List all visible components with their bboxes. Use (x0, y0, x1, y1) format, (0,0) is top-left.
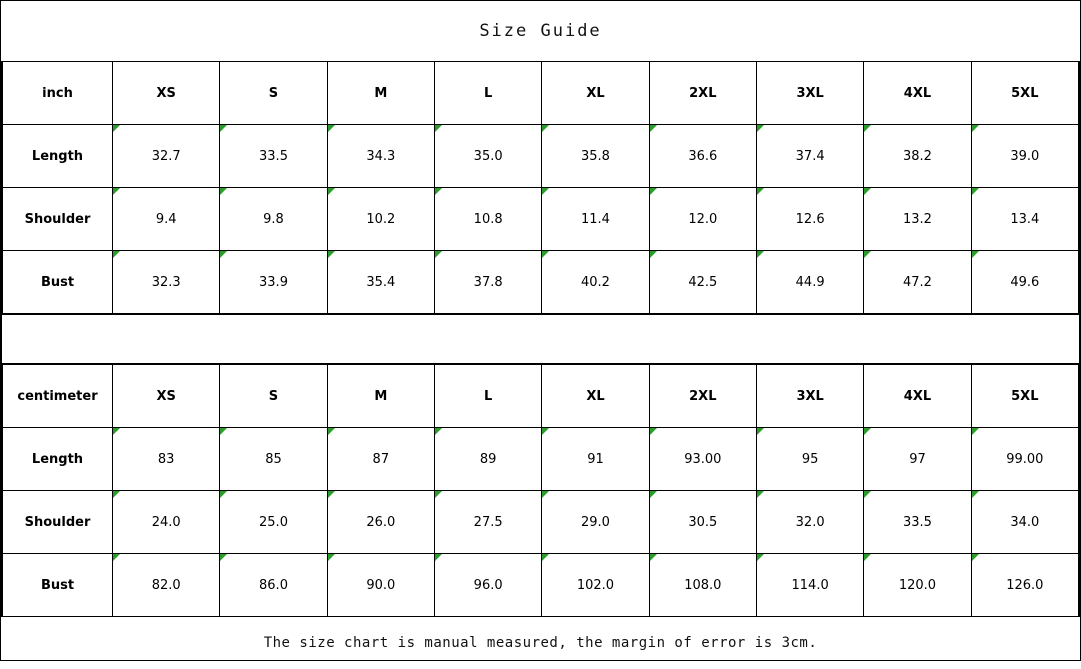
corner-marker-icon (650, 554, 657, 561)
column-header-m: M (327, 62, 434, 125)
table-row (3, 428, 1079, 491)
cell-bust-s: 86.0 (220, 554, 327, 617)
cell-bust-3xl: 44.9 (756, 251, 863, 314)
corner-marker-icon (542, 554, 549, 561)
cell-bust-5xl: 126.0 (971, 554, 1078, 617)
row-label-length: Length (3, 125, 113, 188)
cell-length-2xl: 36.6 (649, 125, 756, 188)
corner-marker-icon (542, 125, 549, 132)
cell-bust-3xl: 114.0 (756, 554, 863, 617)
cell-length-xs: 32.7 (113, 125, 220, 188)
cell-bust-l: 96.0 (434, 554, 541, 617)
column-header-l: L (434, 365, 541, 428)
cell-shoulder-4xl: 33.5 (864, 491, 971, 554)
corner-marker-icon (328, 188, 335, 195)
cell-length-4xl: 38.2 (864, 125, 971, 188)
unit-label-inch: inch (3, 62, 113, 125)
centimeter-size-table (2, 364, 1079, 617)
corner-marker-icon (113, 188, 120, 195)
table-row (3, 188, 1079, 251)
corner-marker-icon (650, 125, 657, 132)
column-header-s: S (220, 62, 327, 125)
corner-marker-icon (220, 491, 227, 498)
cell-shoulder-xl: 29.0 (542, 491, 649, 554)
cell-length-xl: 91 (542, 428, 649, 491)
corner-marker-icon (542, 428, 549, 435)
cell-bust-2xl: 42.5 (649, 251, 756, 314)
column-header-xl: XL (542, 62, 649, 125)
corner-marker-icon (864, 491, 871, 498)
cell-shoulder-2xl: 30.5 (649, 491, 756, 554)
inch-size-table (2, 61, 1079, 314)
corner-marker-icon (972, 554, 979, 561)
column-header-l: L (434, 62, 541, 125)
corner-marker-icon (542, 188, 549, 195)
centimeter-table-container (1, 364, 1080, 617)
corner-marker-icon (864, 428, 871, 435)
cell-bust-m: 90.0 (327, 554, 434, 617)
table-row (3, 491, 1079, 554)
corner-marker-icon (864, 251, 871, 258)
column-header-4xl: 4XL (864, 62, 971, 125)
corner-marker-icon (972, 251, 979, 258)
cell-length-5xl: 99.00 (971, 428, 1078, 491)
corner-marker-icon (757, 428, 764, 435)
corner-marker-icon (757, 125, 764, 132)
cell-length-m: 34.3 (327, 125, 434, 188)
cell-shoulder-xs: 24.0 (113, 491, 220, 554)
cell-length-l: 35.0 (434, 125, 541, 188)
corner-marker-icon (435, 428, 442, 435)
corner-marker-icon (113, 428, 120, 435)
cell-shoulder-xl: 11.4 (542, 188, 649, 251)
column-header-2xl: 2XL (649, 365, 756, 428)
row-label-shoulder: Shoulder (3, 188, 113, 251)
cell-length-xs: 83 (113, 428, 220, 491)
corner-marker-icon (542, 491, 549, 498)
corner-marker-icon (328, 251, 335, 258)
cell-shoulder-4xl: 13.2 (864, 188, 971, 251)
cell-shoulder-m: 26.0 (327, 491, 434, 554)
row-label-bust: Bust (3, 251, 113, 314)
column-header-xs: XS (113, 62, 220, 125)
cell-length-5xl: 39.0 (971, 125, 1078, 188)
corner-marker-icon (972, 491, 979, 498)
column-header-3xl: 3XL (756, 62, 863, 125)
corner-marker-icon (220, 251, 227, 258)
table-header-row (3, 365, 1079, 428)
cell-bust-l: 37.8 (434, 251, 541, 314)
corner-marker-icon (972, 125, 979, 132)
corner-marker-icon (650, 188, 657, 195)
cell-bust-s: 33.9 (220, 251, 327, 314)
row-label-bust: Bust (3, 554, 113, 617)
corner-marker-icon (650, 428, 657, 435)
footer-note: The size chart is manual measured, the margin of error is 3cm. (263, 635, 818, 651)
cell-shoulder-m: 10.2 (327, 188, 434, 251)
corner-marker-icon (864, 188, 871, 195)
corner-marker-icon (757, 188, 764, 195)
page-title: Size Guide (479, 21, 602, 41)
corner-marker-icon (650, 491, 657, 498)
corner-marker-icon (435, 491, 442, 498)
cell-bust-4xl: 120.0 (864, 554, 971, 617)
cell-bust-4xl: 47.2 (864, 251, 971, 314)
cell-shoulder-xs: 9.4 (113, 188, 220, 251)
inch-table-container (1, 61, 1080, 314)
corner-marker-icon (542, 251, 549, 258)
cell-bust-xl: 40.2 (542, 251, 649, 314)
corner-marker-icon (113, 251, 120, 258)
cell-length-3xl: 37.4 (756, 125, 863, 188)
corner-marker-icon (220, 428, 227, 435)
corner-marker-icon (757, 251, 764, 258)
corner-marker-icon (328, 428, 335, 435)
table-row (3, 125, 1079, 188)
corner-marker-icon (113, 554, 120, 561)
table-row (3, 554, 1079, 617)
column-header-5xl: 5XL (971, 365, 1078, 428)
cell-length-2xl: 93.00 (649, 428, 756, 491)
corner-marker-icon (972, 188, 979, 195)
column-header-4xl: 4XL (864, 365, 971, 428)
corner-marker-icon (864, 125, 871, 132)
cell-bust-xl: 102.0 (542, 554, 649, 617)
corner-marker-icon (435, 125, 442, 132)
cell-length-m: 87 (327, 428, 434, 491)
cell-shoulder-l: 27.5 (434, 491, 541, 554)
cell-length-s: 33.5 (220, 125, 327, 188)
column-header-2xl: 2XL (649, 62, 756, 125)
column-header-m: M (327, 365, 434, 428)
column-header-xl: XL (542, 365, 649, 428)
cell-shoulder-s: 25.0 (220, 491, 327, 554)
corner-marker-icon (435, 251, 442, 258)
table-separator (1, 314, 1080, 364)
corner-marker-icon (757, 554, 764, 561)
corner-marker-icon (972, 428, 979, 435)
corner-marker-icon (220, 188, 227, 195)
cell-shoulder-5xl: 34.0 (971, 491, 1078, 554)
cell-shoulder-3xl: 32.0 (756, 491, 863, 554)
corner-marker-icon (757, 491, 764, 498)
corner-marker-icon (113, 125, 120, 132)
cell-shoulder-5xl: 13.4 (971, 188, 1078, 251)
corner-marker-icon (328, 125, 335, 132)
cell-shoulder-s: 9.8 (220, 188, 327, 251)
cell-length-4xl: 97 (864, 428, 971, 491)
cell-length-l: 89 (434, 428, 541, 491)
corner-marker-icon (435, 554, 442, 561)
column-header-s: S (220, 365, 327, 428)
cell-length-3xl: 95 (756, 428, 863, 491)
cell-length-s: 85 (220, 428, 327, 491)
corner-marker-icon (435, 188, 442, 195)
column-header-xs: XS (113, 365, 220, 428)
corner-marker-icon (328, 554, 335, 561)
cell-shoulder-l: 10.8 (434, 188, 541, 251)
corner-marker-icon (864, 554, 871, 561)
cell-shoulder-3xl: 12.6 (756, 188, 863, 251)
corner-marker-icon (650, 251, 657, 258)
column-header-5xl: 5XL (971, 62, 1078, 125)
cell-bust-m: 35.4 (327, 251, 434, 314)
row-label-shoulder: Shoulder (3, 491, 113, 554)
corner-marker-icon (113, 491, 120, 498)
cell-length-xl: 35.8 (542, 125, 649, 188)
corner-marker-icon (220, 554, 227, 561)
table-row (3, 251, 1079, 314)
cell-bust-xs: 82.0 (113, 554, 220, 617)
corner-marker-icon (328, 491, 335, 498)
row-label-length: Length (3, 428, 113, 491)
cell-shoulder-2xl: 12.0 (649, 188, 756, 251)
cell-bust-2xl: 108.0 (649, 554, 756, 617)
column-header-3xl: 3XL (756, 365, 863, 428)
table-header-row (3, 62, 1079, 125)
unit-label-centimeter: centimeter (3, 365, 113, 428)
cell-bust-xs: 32.3 (113, 251, 220, 314)
cell-bust-5xl: 49.6 (971, 251, 1078, 314)
corner-marker-icon (220, 125, 227, 132)
